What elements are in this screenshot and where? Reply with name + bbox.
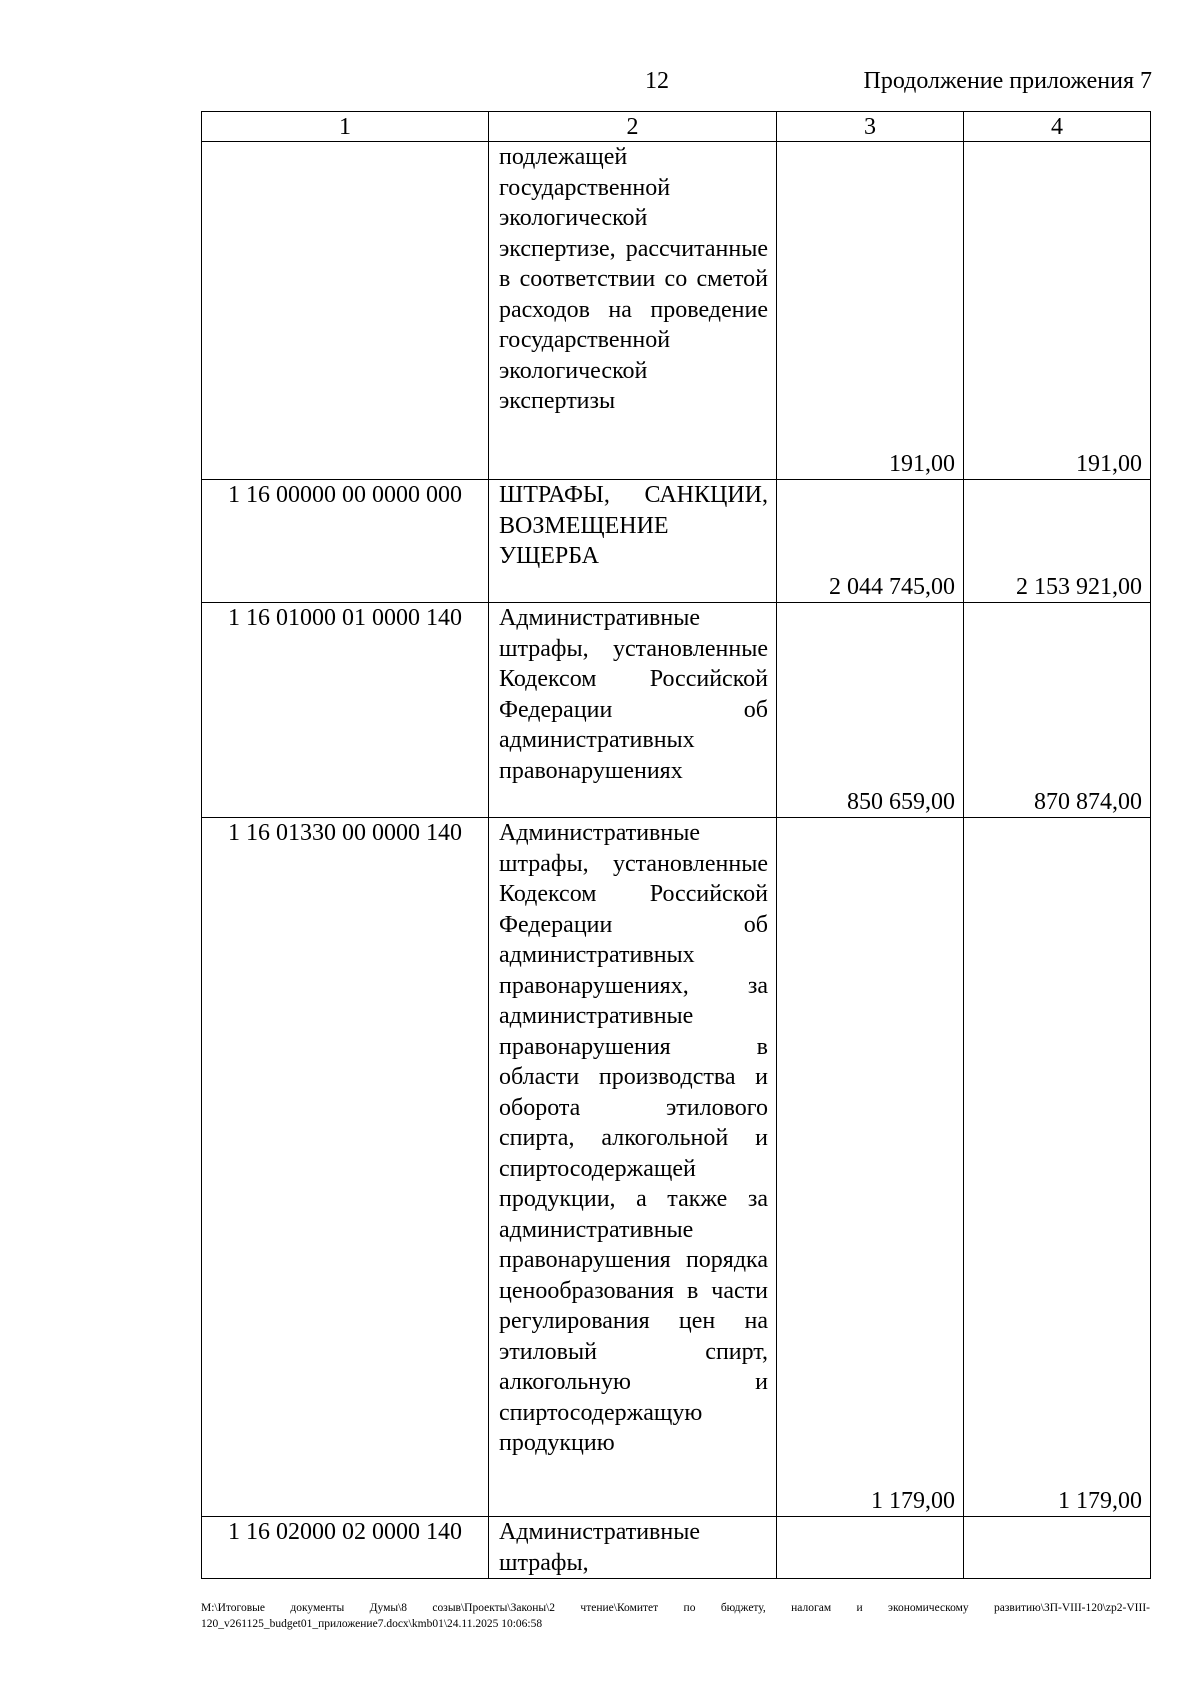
row-value-col3: 191,00 — [777, 142, 964, 480]
column-header: 3 — [777, 112, 964, 142]
row-value-col3: 1 179,00 — [777, 818, 964, 1517]
row-code — [202, 142, 489, 480]
budget-table — [201, 111, 1151, 1579]
row-description: Административные штрафы, — [489, 1517, 777, 1579]
column-header: 2 — [489, 112, 777, 142]
row-value-col4: 870 874,00 — [964, 603, 1151, 818]
table-row — [202, 603, 1151, 818]
page-number: 12 — [645, 68, 669, 94]
row-description: Административные штрафы, установленные Кодексом Российской Федерации об административных правонарушениях — [489, 603, 777, 818]
row-value-col3: 2 044 745,00 — [777, 480, 964, 603]
footer-file-path: M:\Итоговые документы Думы\8 созыв\Проекты\Законы\2 чтение\Комитет по бюджету, налогам и экономическому развитию\ЗП-VIII-120\zp2-VIII-120_v261125_budget01_приложение7.docx\kmb01\24.11.2025 10:06:58 — [201, 1602, 1150, 1630]
row-code: 1 16 00000 00 0000 000 — [202, 480, 489, 603]
continuation-heading: Продолжение приложения 7 — [863, 68, 1152, 94]
row-description: ШТРАФЫ, САНКЦИИ, ВОЗМЕЩЕНИЕ УЩЕРБА — [489, 480, 777, 603]
row-value-col4: 1 179,00 — [964, 818, 1151, 1517]
table-row — [202, 1517, 1151, 1579]
row-code: 1 16 02000 02 0000 140 — [202, 1517, 489, 1579]
row-code: 1 16 01000 01 0000 140 — [202, 603, 489, 818]
row-value-col3: 850 659,00 — [777, 603, 964, 818]
row-value-col3 — [777, 1517, 964, 1579]
row-description: подлежащей государственной экологической экспертизе, рассчитанные в соответствии со сметой расходов на проведение государственной экологической экспертизы — [489, 142, 777, 480]
row-description: Административные штрафы, установленные Кодексом Российской Федерации об административных правонарушениях, за административные правонарушения в области производства и оборота этилового спирта, алкогольной и спиртосодержащей продукции, а также за административные правонарушения порядка ценообразования в части регулирования цен на этиловый спирт, алкогольную и спиртосодержащую продукцию — [489, 818, 777, 1517]
row-code: 1 16 01330 00 0000 140 — [202, 818, 489, 1517]
table-row — [202, 142, 1151, 480]
column-header: 1 — [202, 112, 489, 142]
table-row — [202, 818, 1151, 1517]
row-value-col4: 2 153 921,00 — [964, 480, 1151, 603]
column-header: 4 — [964, 112, 1151, 142]
table-row — [202, 480, 1151, 603]
row-value-col4 — [964, 1517, 1151, 1579]
table-header-row — [202, 112, 1151, 142]
row-value-col4: 191,00 — [964, 142, 1151, 480]
